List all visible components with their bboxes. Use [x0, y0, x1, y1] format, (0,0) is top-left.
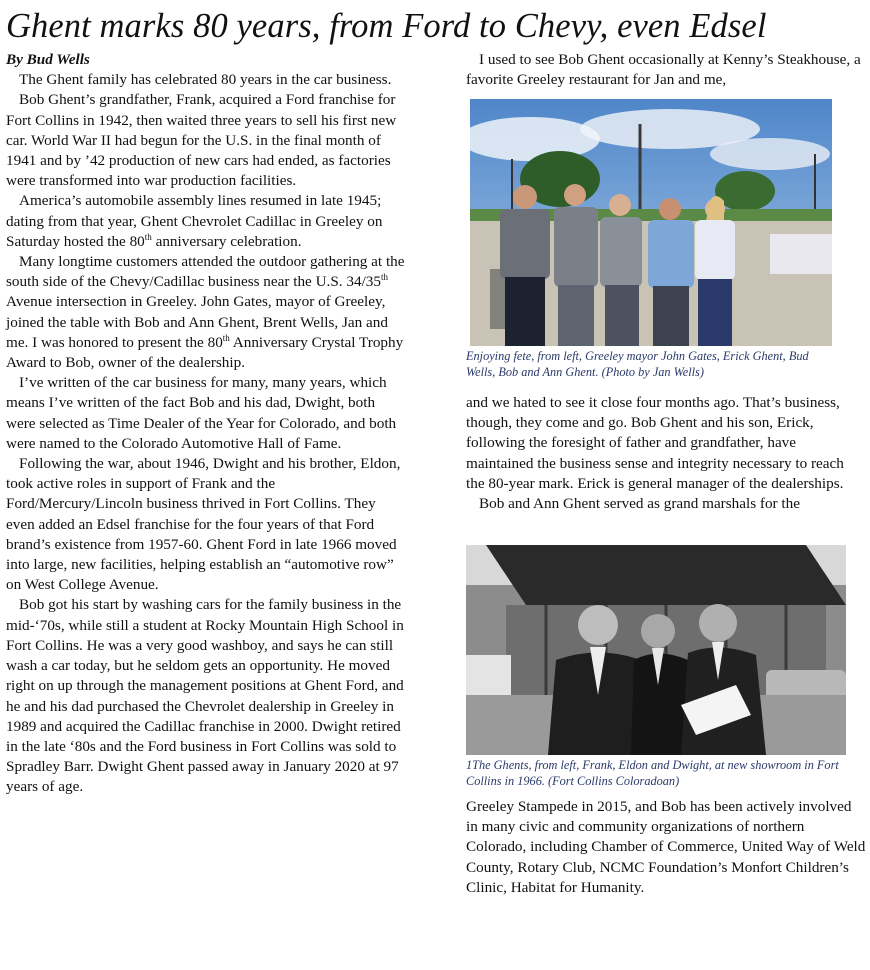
- article-column-left: [6, 50, 406, 798]
- paragraph: The Ghent family has celebrated 80 years in the car business.: [19, 71, 392, 89]
- superscript: th: [222, 332, 230, 343]
- headline: Ghent marks 80 years, from Ford to Chevy, even Edsel: [6, 7, 767, 45]
- text-run: Anniversary Crystal Trophy Award to Bob, owner of the dealership.: [6, 333, 404, 372]
- photo-caption: Enjoying fete, from left, Greeley mayor John Gates, Erick Ghent, Bud Wells, Bob and Ann Ghent. (Photo by Jan Wells): [466, 349, 809, 379]
- text-run: Many longtime customers attended the outdoor gathering at the south side of the Chevy/Cadillac business near the U.S. 34/35: [6, 253, 405, 291]
- text-run: anniversary celebration.: [151, 232, 302, 250]
- superscript: th: [144, 231, 152, 242]
- byline: By Bud Wells: [6, 51, 90, 68]
- article-column-right-middle: [466, 393, 866, 514]
- paragraph: Bob Ghent’s grandfather, Frank, acquired a Ford franchise for Fort Collins in 1942, then waited three years to sell his first new car. World War II had begun for the U.S. in the final month of 1941 and by ’42 production of new cars had ended, as factories were transformed into war production facilities.: [6, 91, 397, 190]
- text-run: America’s automobile assembly lines resumed in late 1945; dating from that year, Ghent Chevrolet Cadillac in Greeley on Saturday hosted the 80: [6, 192, 383, 250]
- paragraph: and we hated to see it close four months ago. That’s business, though, they come and go. Bob Ghent and his son, Erick, following the foresight of father and grandfather, have maintained the business sense and integrity necessary to reach the 80-year mark. Erick is general manager of the dealerships.: [466, 394, 844, 492]
- group-photo-image: [470, 99, 832, 346]
- historic-photo-image: [466, 545, 846, 755]
- text-run: Avenue intersection in Greeley. John Gates, mayor of Greeley, joined the table with Bob and Ann Ghent, Brent Wells, Jan and me. I was honored to present the 80: [6, 293, 388, 351]
- photo-caption: 1The Ghents, from left, Frank, Eldon and Dwight, at new showroom in Fort Collins in 1966. (Fort Collins Coloradoan): [466, 758, 839, 788]
- paragraph: [6, 191, 406, 252]
- article-column-right-bottom: [466, 797, 866, 898]
- article-column-right-top: [466, 50, 870, 90]
- paragraph: Bob and Ann Ghent served as grand marshals for the: [479, 495, 800, 513]
- paragraph: [6, 252, 406, 373]
- paragraph: Bob got his start by washing cars for the family business in the mid-‘70s, while still a student at Rocky Mountain High School in Fort Collins. He was a very good washboy, and says he can still wash a car today, but he seldom gets an opportunity. He moved right on up through the management positions at Ghent Ford, and he and his dad purchased the Chevrolet dealership in Greeley in 1989 and acquired the Cadillac franchise in 2000. Dwight retired in the late ‘80s and the Ford business in Fort Collins was sold to Spradley Barr. Dwight Ghent passed away in January 2020 at 97 years of age.: [6, 596, 404, 796]
- paragraph: Greeley Stampede in 2015, and Bob has been actively involved in many civic and community organizations of northern Colorado, including Chamber of Commerce, United Way of Weld County, Rotary Club, NCMC Foundation’s Monfort Children’s Clinic, Habitat for Humanity.: [466, 798, 866, 896]
- paragraph: I’ve written of the car business for many, many years, which means I’ve written of the fact Bob and his dad, Dwight, both were selected as Time Dealer of the Year for Colorado, and both were named to the Colorado Automotive Hall of Fame.: [6, 374, 397, 452]
- paragraph: Following the war, about 1946, Dwight and his brother, Eldon, took active roles in support of Frank and the Ford/Mercury/Lincoln business thrived in Fort Collins. They even added an Edsel franchise for the four years of that Ford brand’s existence from 1957-60. Ghent Ford in late 1966 moved into large, new facilities, helping establish an “automotive row” on West College Avenue.: [6, 455, 401, 594]
- historic-photo: [466, 545, 846, 755]
- group-photo: [470, 99, 832, 346]
- superscript: th: [381, 272, 389, 283]
- paragraph: I used to see Bob Ghent occasionally at Kenny’s Steakhouse, a favorite Greeley restaurant for Jan and me,: [466, 51, 861, 89]
